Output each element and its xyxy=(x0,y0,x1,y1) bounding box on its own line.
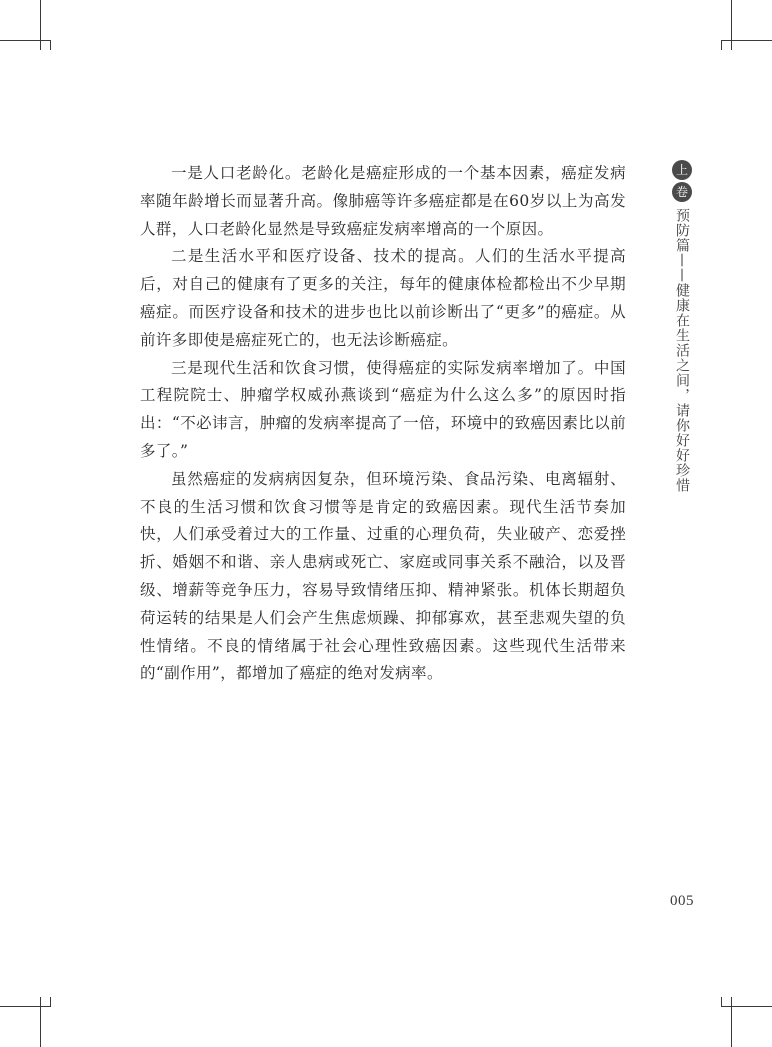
section-title: 预防篇——健康在生活之间，请你好好珍惜 xyxy=(674,208,690,493)
crop-mark-bottom-right-horizontal xyxy=(722,1006,772,1007)
side-running-header xyxy=(668,160,696,493)
crop-mark-top-left-inner-v xyxy=(50,40,51,50)
paragraph-3: 三是现代生活和饮食习惯，使得癌症的实际发病率增加了。中国工程院院士、肿瘤学权威孙燕谈到“癌症为什么这么多”的原因时指出：“不必讳言，肿瘤的发病率提高了一倍，环境中的致癌因素比以前多了。” xyxy=(140,358,626,460)
crop-mark-bottom-left-inner-v xyxy=(50,997,51,1007)
crop-mark-bottom-left-vertical xyxy=(40,997,41,1047)
paragraph-2: 二是生活水平和医疗设备、技术的提高。人们的生活水平提高后，对自己的健康有了更多的关注，每年的健康体检都检出不少早期癌症。而医疗设备和技术的进步也比以前诊断出了“更多”的癌症。从前许多即使是癌症死亡的，也无法诊断癌症。 xyxy=(140,247,626,349)
volume-badge-top: 上 xyxy=(672,160,692,180)
body-text xyxy=(140,160,626,688)
crop-mark-bottom-right-inner-v xyxy=(721,997,722,1007)
crop-mark-top-left-vertical xyxy=(40,0,41,50)
crop-mark-top-left-horizontal xyxy=(0,40,50,41)
crop-mark-top-right-inner-v xyxy=(721,40,722,50)
paragraph-4: 虽然癌症的发病病因复杂，但环境污染、食品污染、电离辐射、不良的生活习惯和饮食习惯等是肯定的致癌因素。现代生活节奏加快，人们承受着过大的工作量、过重的心理负荷，失业破产、恋爱挫折、婚姻不和谐、亲人患病或死亡、家庭或同事关系不融洽，以及晋级、增薪等竞争压力，容易导致情绪压抑、精神紧张。机体长期超负荷运转的结果是人们会产生焦虑烦躁、抑郁寡欢，甚至悲观失望的负性情绪。不良的情绪属于社会心理性致癌因素。这些现代生活带来的“副作用”，都增加了癌症的绝对发病率。 xyxy=(140,469,626,683)
crop-mark-top-right-vertical xyxy=(731,0,732,50)
paragraph-1: 一是人口老龄化。老龄化是癌症形成的一个基本因素，癌症发病率随年龄增长而显著升高。像肺癌等许多癌症都是在60岁以上为高发人群，人口老龄化显然是导致癌症发病率增高的一个原因。 xyxy=(140,164,626,238)
crop-mark-top-right-horizontal xyxy=(722,40,772,41)
volume-badge-bottom: 卷 xyxy=(672,182,692,202)
crop-mark-bottom-right-vertical xyxy=(731,997,732,1047)
page-number: 005 xyxy=(670,893,694,909)
crop-mark-bottom-left-horizontal xyxy=(0,1006,50,1007)
